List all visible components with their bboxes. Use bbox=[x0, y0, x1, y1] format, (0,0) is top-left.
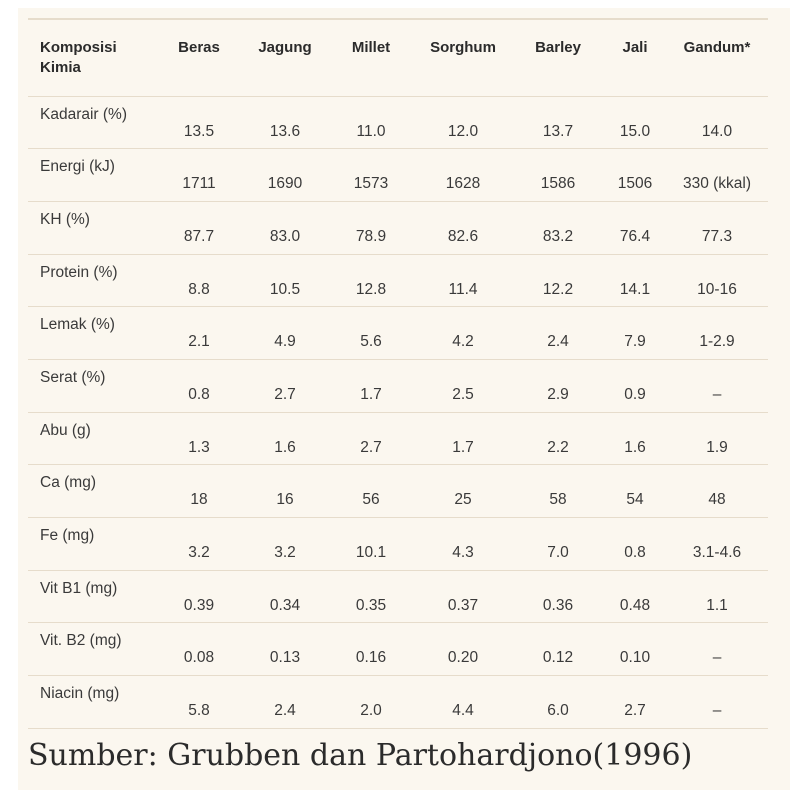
row-label: Vit B1 (mg) bbox=[40, 579, 118, 597]
table-cell: 54 bbox=[626, 491, 644, 509]
table-cell: 76.4 bbox=[619, 227, 651, 245]
table-cell: 4.2 bbox=[452, 333, 474, 351]
table-cell: 10.1 bbox=[355, 544, 387, 561]
table-cell: 0.20 bbox=[447, 649, 479, 667]
table-cell: 77.3 bbox=[701, 227, 733, 245]
header-grain: Sorghum bbox=[430, 39, 496, 56]
row-label: Energi (kJ) bbox=[40, 158, 115, 176]
table-cell: 82.6 bbox=[447, 227, 479, 245]
table-cell: 1.7 bbox=[452, 438, 474, 456]
table-cell: 1-2.9 bbox=[699, 333, 735, 351]
table-row bbox=[28, 96, 768, 149]
table-cell: 1.6 bbox=[624, 438, 646, 456]
table-row bbox=[28, 412, 768, 465]
table-cell: 10-16 bbox=[697, 280, 737, 298]
table-cell: 0.16 bbox=[355, 649, 387, 667]
table-cell: – bbox=[712, 385, 722, 403]
table-cell: 18 bbox=[190, 491, 208, 509]
table-cell: – bbox=[712, 702, 722, 720]
table-cell: 16 bbox=[276, 491, 294, 509]
table-cell: 11.0 bbox=[356, 122, 386, 140]
header-grain: Gandum* bbox=[683, 39, 751, 56]
table-cell: 0.36 bbox=[542, 596, 574, 614]
table-cell: 48 bbox=[708, 491, 726, 509]
composition-table-wrapper bbox=[28, 18, 768, 729]
table-cell: 1.9 bbox=[706, 438, 728, 456]
table-cell: 2.4 bbox=[547, 333, 569, 351]
table-cell: 83.2 bbox=[542, 227, 574, 245]
table-cell: 0.9 bbox=[624, 385, 646, 403]
table-row bbox=[28, 465, 768, 518]
table-cell: 12.0 bbox=[447, 122, 479, 140]
table-cell: 1573 bbox=[353, 175, 389, 193]
table-cell: 13.6 bbox=[269, 122, 301, 140]
table-cell: 1.3 bbox=[188, 438, 210, 456]
content-card bbox=[18, 8, 790, 790]
table-cell: 12.8 bbox=[355, 280, 387, 298]
table-row bbox=[28, 307, 768, 360]
table-cell: 0.34 bbox=[269, 596, 301, 614]
table-cell: 3.1-4.6 bbox=[692, 544, 742, 561]
table-cell: 0.37 bbox=[447, 596, 479, 614]
table-cell: 2.2 bbox=[547, 438, 569, 456]
table-cell: 1.7 bbox=[360, 385, 382, 403]
row-label: Kadarair (%) bbox=[40, 105, 127, 123]
table-cell: 8.8 bbox=[188, 280, 210, 298]
table-cell: 330 (kkal) bbox=[682, 175, 752, 193]
table-cell: 0.10 bbox=[619, 649, 651, 667]
table-cell: 2.7 bbox=[624, 702, 646, 720]
table-cell: 12.2 bbox=[542, 280, 574, 298]
table-cell: 1586 bbox=[540, 175, 576, 193]
table-cell: 4.9 bbox=[274, 333, 296, 351]
table-cell: 0.35 bbox=[355, 596, 387, 614]
table-cell: 1506 bbox=[617, 175, 653, 193]
row-label: Vit. B2 (mg) bbox=[40, 632, 122, 650]
header-grain: Barley bbox=[535, 39, 581, 56]
table-cell: 2.7 bbox=[360, 438, 382, 456]
table-header-row bbox=[28, 20, 768, 96]
table-row bbox=[28, 570, 768, 623]
table-cell: 10.5 bbox=[269, 280, 301, 298]
table-cell: 1.1 bbox=[706, 596, 728, 614]
table-cell: – bbox=[712, 649, 722, 667]
header-grain: Millet bbox=[351, 39, 391, 56]
table-cell: 7.0 bbox=[547, 544, 569, 561]
table-cell: 0.13 bbox=[269, 649, 301, 667]
table-cell: 0.12 bbox=[542, 649, 574, 667]
table-cell: 1.6 bbox=[274, 438, 296, 456]
table-cell: 13.5 bbox=[183, 122, 215, 140]
table-cell: 6.0 bbox=[547, 702, 569, 720]
table-cell: 1690 bbox=[267, 175, 303, 193]
table-cell: 78.9 bbox=[355, 227, 387, 245]
source-citation: Sumber: Grubben dan Partohardjono(1996) bbox=[28, 738, 693, 773]
table-body bbox=[28, 96, 768, 728]
table-cell: 2.4 bbox=[274, 702, 296, 720]
table-cell: 5.8 bbox=[188, 702, 210, 720]
table-cell: 87.7 bbox=[183, 227, 215, 245]
table-cell: 2.7 bbox=[274, 385, 296, 403]
table-cell: 2.1 bbox=[188, 333, 210, 351]
table-row bbox=[28, 518, 768, 571]
table-cell: 13.7 bbox=[542, 122, 574, 140]
header-composition: Komposisi Kimia bbox=[40, 39, 117, 76]
table-cell: 11.4 bbox=[448, 280, 478, 298]
table-row bbox=[28, 149, 768, 202]
row-label: Serat (%) bbox=[40, 368, 106, 386]
table-cell: 4.3 bbox=[452, 544, 474, 561]
composition-table bbox=[28, 20, 768, 729]
header-grain: Beras bbox=[178, 39, 220, 56]
table-cell: 14.1 bbox=[619, 280, 651, 298]
row-label: Fe (mg) bbox=[40, 527, 95, 544]
row-label: Protein (%) bbox=[40, 263, 118, 281]
table-cell: 58 bbox=[549, 491, 567, 509]
header-grain: Jali bbox=[622, 39, 648, 56]
row-label: KH (%) bbox=[40, 210, 90, 228]
row-label: Niacin (mg) bbox=[40, 685, 120, 703]
header-grain: Jagung bbox=[258, 39, 312, 56]
table-cell: 2.0 bbox=[360, 702, 382, 720]
table-cell: 5.6 bbox=[360, 333, 382, 351]
table-cell: 0.48 bbox=[619, 596, 651, 614]
table-row bbox=[28, 359, 768, 412]
table-cell: 83.0 bbox=[269, 227, 301, 245]
table-cell: 14.0 bbox=[701, 122, 733, 140]
row-label: Ca (mg) bbox=[40, 474, 96, 492]
table-row bbox=[28, 201, 768, 254]
row-label: Lemak (%) bbox=[40, 316, 115, 334]
table-row bbox=[28, 676, 768, 729]
table-cell: 4.4 bbox=[452, 702, 474, 720]
table-cell: 0.08 bbox=[183, 649, 215, 667]
table-cell: 7.9 bbox=[624, 333, 646, 351]
table-cell: 0.39 bbox=[183, 596, 215, 614]
table-cell: 25 bbox=[454, 491, 472, 509]
table-cell: 0.8 bbox=[624, 544, 646, 561]
table-cell: 2.9 bbox=[547, 385, 569, 403]
table-cell: 1711 bbox=[182, 175, 216, 193]
table-cell: 2.5 bbox=[452, 385, 474, 403]
table-cell: 3.2 bbox=[188, 544, 210, 561]
table-cell: 56 bbox=[362, 491, 380, 509]
table-cell: 15.0 bbox=[619, 122, 651, 140]
row-label: Abu (g) bbox=[40, 421, 91, 439]
table-cell: 1628 bbox=[445, 175, 481, 193]
table-row bbox=[28, 623, 768, 676]
table-cell: 3.2 bbox=[274, 544, 296, 561]
table-cell: 0.8 bbox=[188, 385, 210, 403]
table-row bbox=[28, 254, 768, 307]
